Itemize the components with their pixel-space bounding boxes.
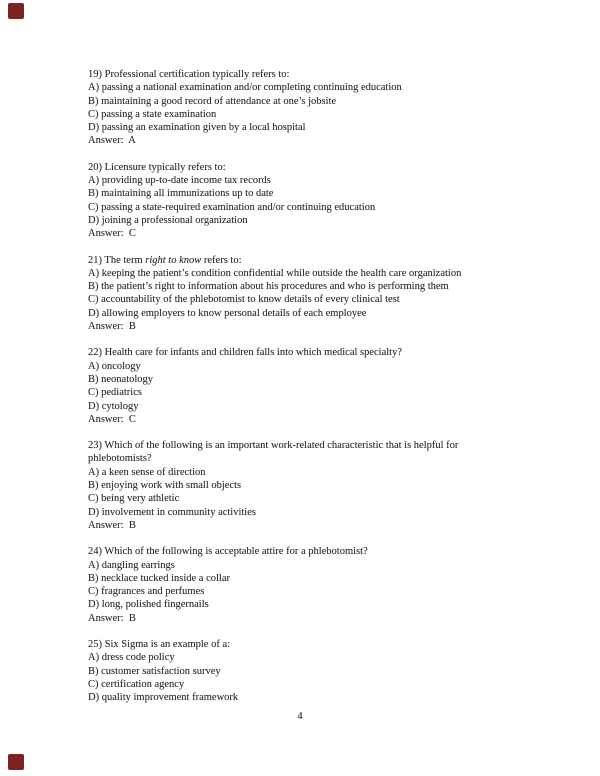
question-text-line: 22) Health care for infants and children falls into which medical specialty?	[88, 347, 403, 359]
question-block-21	[88, 254, 530, 334]
option-line: C) accountability of the phlebotomist to know details of every clinical test	[88, 294, 400, 306]
option-line: A) passing a national examination and/or completing continuing education	[88, 82, 402, 94]
option-line: A) a keen sense of direction	[88, 466, 206, 478]
option-line: B) maintaining all immunizations up to date	[88, 188, 274, 200]
option-line: A) dress code policy	[88, 652, 175, 664]
question-text-line: phlebotomists?	[88, 453, 152, 465]
option-line: B) necklace tucked inside a collar	[88, 572, 230, 584]
answer-line: Answer: A	[88, 135, 136, 147]
option-line: A) oncology	[88, 360, 141, 372]
option-line: C) pediatrics	[88, 387, 142, 399]
answer-line: Answer: B	[88, 612, 136, 624]
option-line: B) neonatology	[88, 373, 154, 385]
option-line: A) keeping the patient’s condition confidential while outside the health care organization	[88, 267, 462, 279]
answer-line: Answer: B	[88, 519, 136, 531]
corner-mark-bottom-left	[8, 754, 24, 770]
option-line: D) passing an examination given by a local hospital	[88, 122, 306, 134]
option-line: B) the patient’s right to information about his procedures and who is performing them	[88, 281, 449, 293]
option-line: A) providing up-to-date income tax records	[88, 175, 271, 187]
questions-container	[88, 68, 530, 704]
corner-mark-top-left	[8, 3, 24, 19]
italic-term: right to know	[145, 254, 202, 266]
answer-line: Answer: C	[88, 413, 136, 425]
option-line: B) customer satisfaction survey	[88, 665, 221, 677]
question-block-24	[88, 545, 530, 625]
option-line: C) being very athletic	[88, 493, 180, 505]
option-line: B) enjoying work with small objects	[88, 480, 242, 492]
option-line: D) quality improvement framework	[88, 692, 239, 704]
question-text-line: 20) Licensure typically refers to:	[88, 161, 226, 173]
option-line: D) cytology	[88, 400, 139, 412]
question-block-22	[88, 346, 530, 426]
text-segment: refers to:	[201, 254, 242, 266]
question-text-line	[88, 254, 530, 267]
option-line: D) involvement in community activities	[88, 506, 256, 518]
question-text-line: 25) Six Sigma is an example of a:	[88, 638, 231, 650]
page-number: 4	[297, 711, 303, 722]
option-line: B) maintaining a good record of attendance at one’s jobsite	[88, 95, 337, 107]
option-line: C) passing a state examination	[88, 108, 217, 120]
option-line: C) passing a state-required examination and/or continuing education	[88, 201, 376, 213]
option-line: C) fragrances and perfumes	[88, 586, 205, 598]
question-block-20	[88, 161, 530, 241]
text-segment: 21) The term	[88, 254, 146, 266]
option-line: D) long, polished fingernails	[88, 599, 209, 611]
question-block-25	[88, 638, 530, 704]
question-block-23	[88, 439, 530, 532]
question-text-line: 23) Which of the following is an important work-related characteristic that is helpful for	[88, 440, 459, 452]
option-line: A) dangling earrings	[88, 559, 175, 571]
question-text-line: 24) Which of the following is acceptable attire for a phlebotomist?	[88, 546, 368, 558]
question-text-line: 19) Professional certification typically refers to:	[88, 69, 290, 80]
answer-line: Answer: B	[88, 321, 136, 333]
option-line: C) certification agency	[88, 678, 185, 690]
question-block-19	[88, 68, 530, 148]
option-line: D) allowing employers to know personal details of each employee	[88, 307, 367, 319]
option-line: D) joining a professional organization	[88, 214, 248, 226]
answer-line: Answer: C	[88, 228, 136, 240]
